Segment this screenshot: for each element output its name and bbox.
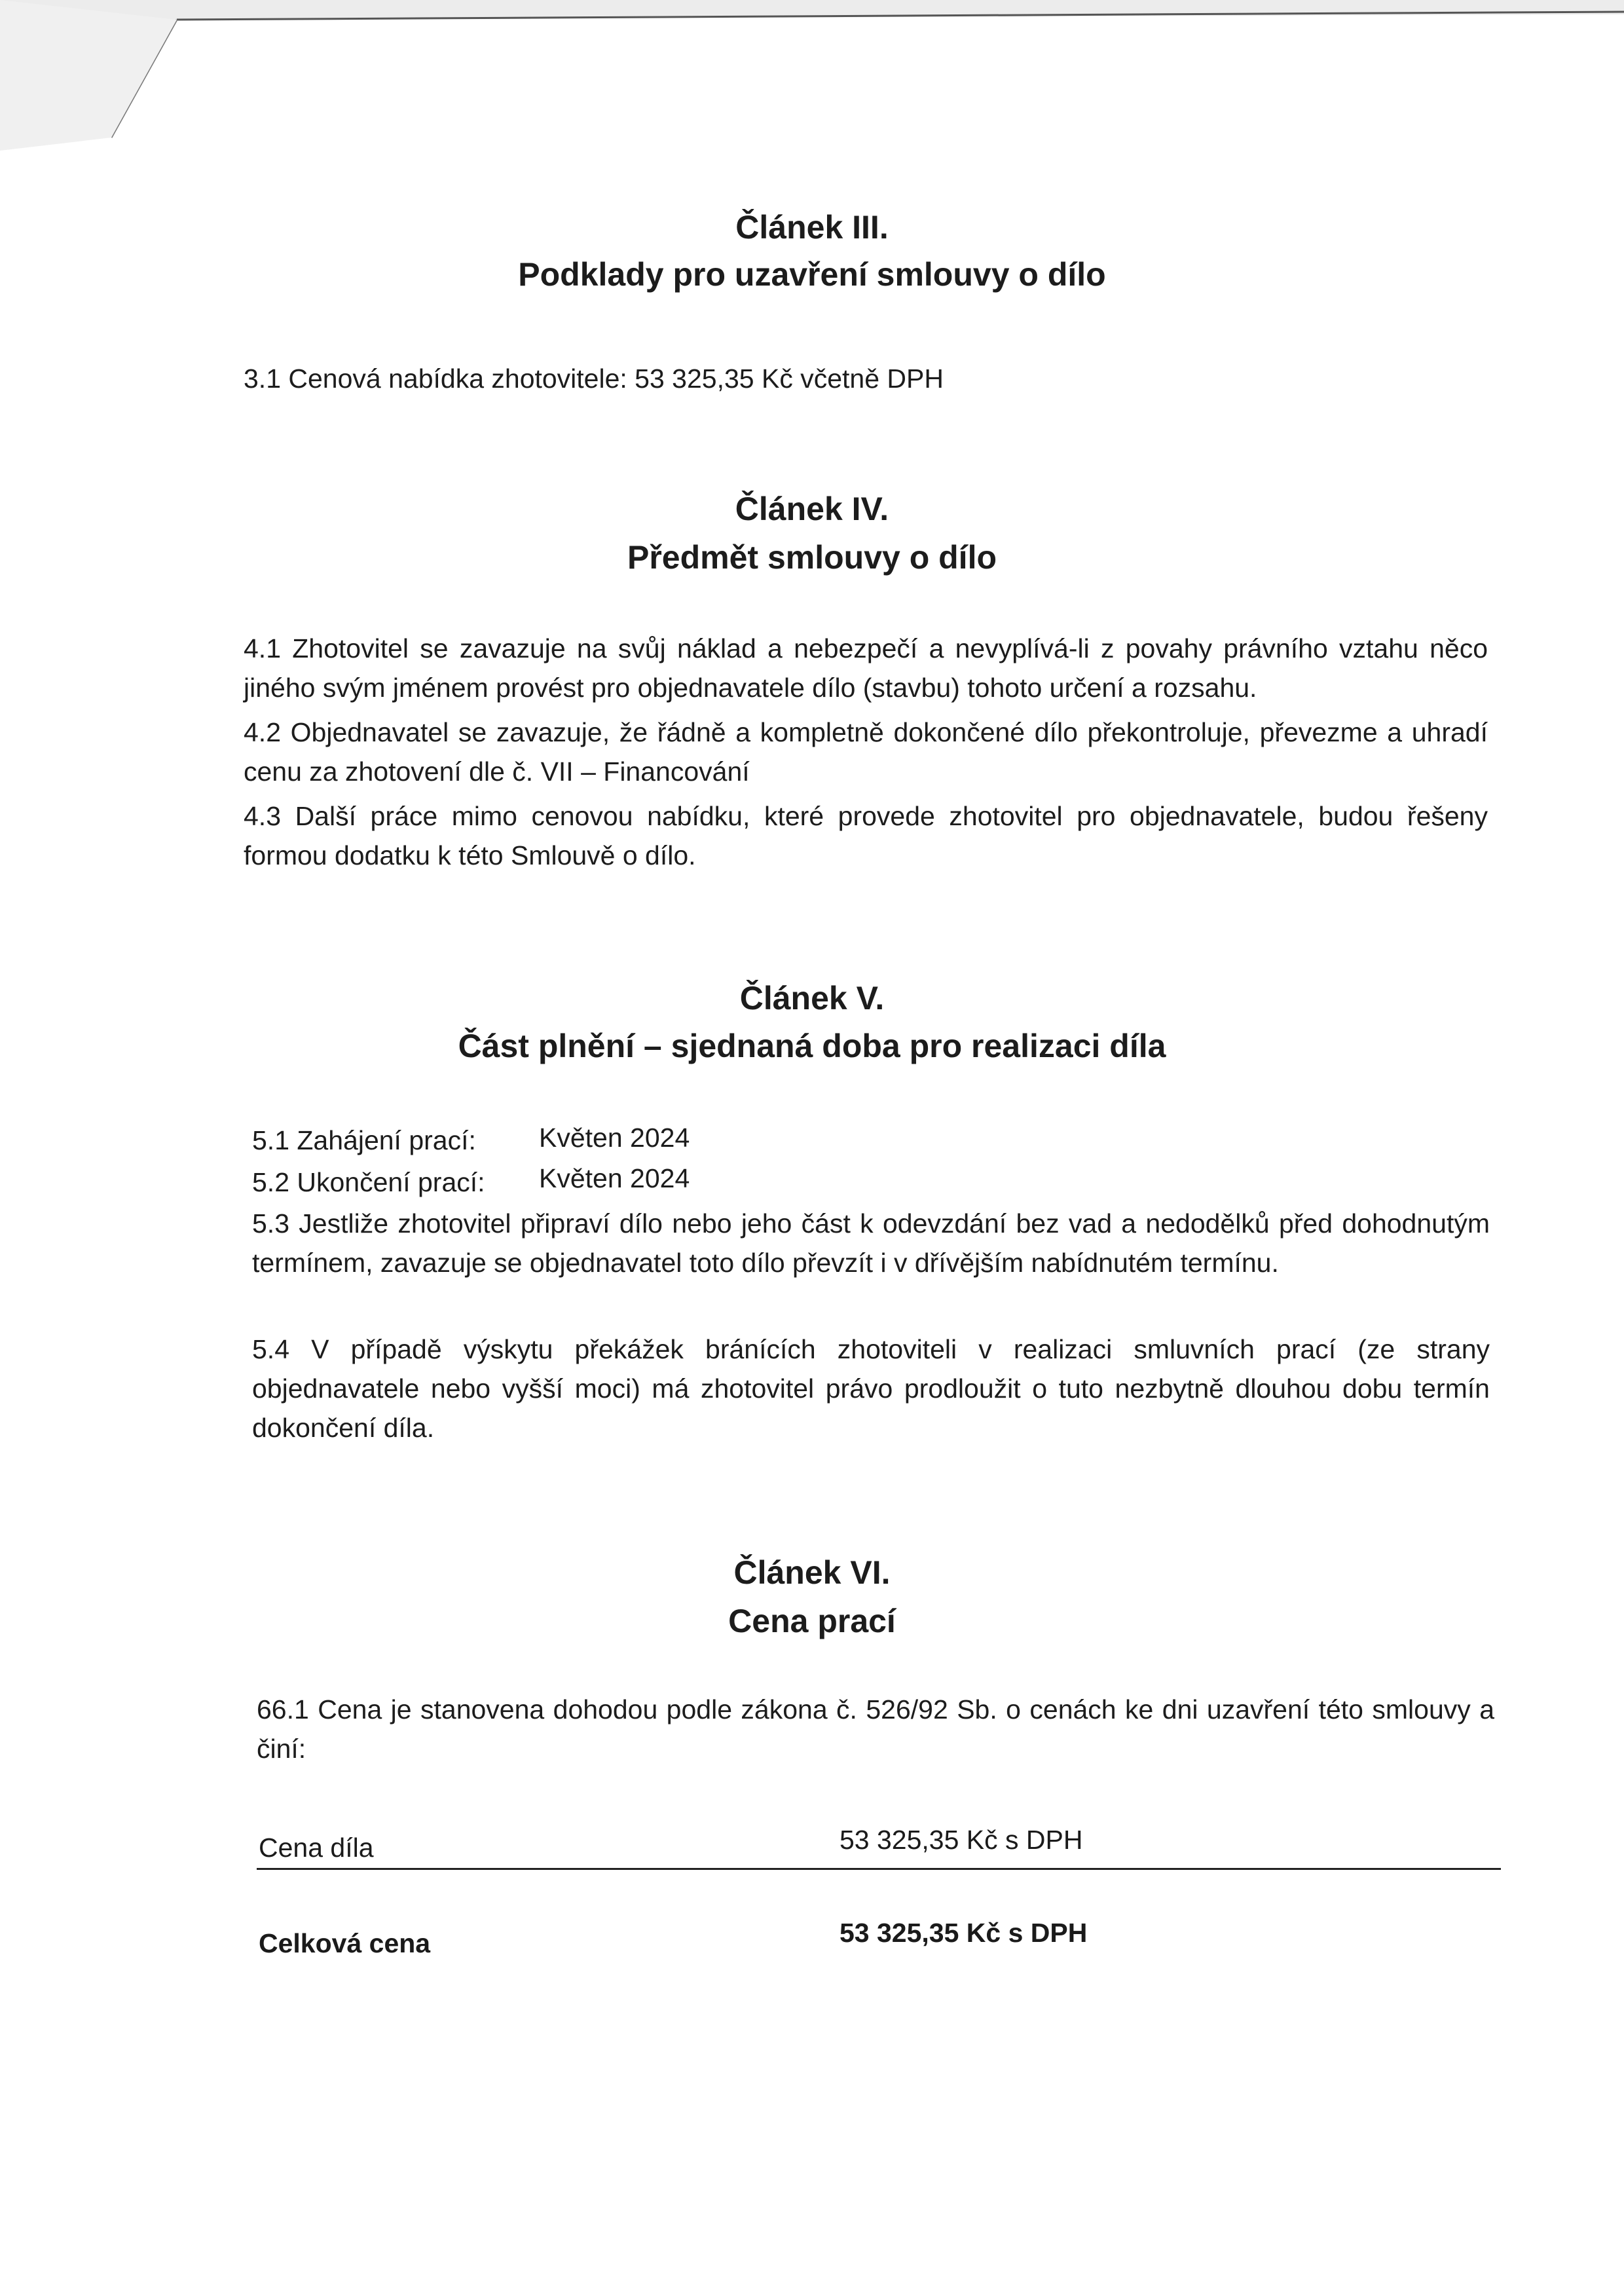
work-price-label: Cena díla: [259, 1833, 374, 1863]
total-price-value: 53 325,35 Kč s DPH: [840, 1918, 1088, 1948]
article-6-title: Cena prací: [728, 1603, 896, 1639]
price-divider: [257, 1868, 1501, 1870]
work-price-value: 53 325,35 Kč s DPH: [840, 1825, 1083, 1855]
end-of-work-label: 5.2 Ukončení prací:: [252, 1167, 485, 1197]
clause-5-3: 5.3 Jestliže zhotovitel připraví dílo nebo jeho část k odevzdání bez vad a nedodělků před dohodnutým termínem, zavazuje se objednavatel toto dílo převzít i v dřívějším nabídnutém termínu.: [252, 1208, 1490, 1278]
start-of-work-value: Květen 2024: [539, 1123, 690, 1153]
article-3-title: Podklady pro uzavření smlouvy o dílo: [518, 256, 1106, 293]
clause-6-1: 66.1 Cena je stanovena dohodou podle zákona č. 526/92 Sb. o cenách ke dni uzavření této smlouvy a činí:: [257, 1694, 1494, 1764]
clause-3-1: 3.1 Cenová nabídka zhotovitele: 53 325,35 Kč včetně DPH: [244, 364, 944, 394]
article-4-title: Předmět smlouvy o dílo: [627, 539, 997, 576]
start-of-work-row: [252, 1125, 1038, 1165]
clause-4-3: 4.3 Další práce mimo cenovou nabídku, které provede zhotovitel pro objednavatele, budou řešeny formou dodatku k této Smlouvě o dílo.: [244, 801, 1488, 870]
end-of-work-value: Květen 2024: [539, 1163, 690, 1193]
clause-5-4: 5.4 V případě výskytu překážek bránících zhotoviteli v realizaci smluvních prací (ze strany objednavatele nebo vyšší moci) má zhotovitel právo prodloužit o tuto nezbytně dlouhou dobu termín dokončení díla.: [252, 1334, 1490, 1443]
start-of-work-label: 5.1 Zahájení prací:: [252, 1125, 476, 1155]
article-6-heading: Článek VI.: [733, 1554, 891, 1591]
total-price-label: Celková cena: [259, 1928, 431, 1958]
end-of-work-row: [252, 1163, 1038, 1206]
clause-4-2: 4.2 Objednavatel se zavazuje, že řádně a kompletně dokončené dílo překontroluje, převezme a uhradí cenu za zhotovení dle č. VII – Financování: [244, 717, 1488, 787]
article-3-heading: Článek III.: [735, 209, 889, 246]
article-4-heading: Článek IV.: [735, 491, 889, 527]
clause-4-1: 4.1 Zhotovitel se zavazuje na svůj náklad a nebezpečí a nevyplívá-li z povahy právního vztahu něco jiného svým jménem provést pro objednavatele dílo (stavbu) tohoto určení a rozsahu.: [244, 633, 1488, 703]
article-5-title: Část plnění – sjednaná doba pro realizaci díla: [458, 1028, 1166, 1064]
article-5-heading: Článek V.: [739, 980, 885, 1016]
